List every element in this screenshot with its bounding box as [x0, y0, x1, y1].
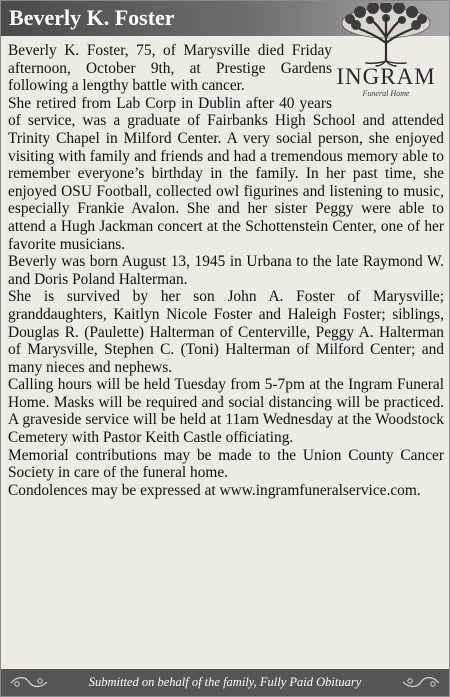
paragraph-condolences: Condolences may be expressed at www.ingramfuneralservice.com. — [8, 481, 421, 499]
obituary-title: Beverly K. Foster — [9, 5, 175, 30]
flourish-right-icon — [401, 675, 441, 690]
paragraph-life: She retired from Lab Corp in Dublin after 40 years of service, was a graduate of Fairbanks High School and attended Trinity Chapel in Milford Center. A very social person, she enjoyed visiting with family and friends and had a tremendous memory able to remember everyone’s birthday in the family. In her past time, she enjoyed OSU Football, collected owl figurines and listening to music, especially Frankie Avalon. She and her sister Peggy were able to attend a Hugh Jackman concert at the Schottenstein Center, one of her favorite musicians. — [8, 94, 444, 253]
footer-bar — [1, 669, 449, 696]
logo-spacer — [332, 42, 444, 110]
paragraph-birth: Beverly was born August 13, 1945 in Urbana to the late Raymond W. and Doris Poland Halterman. — [8, 253, 444, 288]
paragraph-survivors: She is survived by her son John A. Foster of Marysville; granddaughters, Kaitlyn Nicole Foster and Haleigh Foster; siblings, Douglas R. (Paulette) Halterman of Centerville, Peggy A. Halterman of Marysville, Stephen C. (Toni) Halterman of Milford Center; and many nieces and nephews. — [8, 288, 444, 376]
obituary-body — [8, 42, 444, 499]
footer-note: Submitted on behalf of the family, Fully Paid Obituary — [88, 675, 362, 689]
logo-tagline: Funeral Home — [362, 89, 410, 98]
paragraph-death: Beverly K. Foster, 75, of Marysville died Friday afternoon, October 9th, at Prestige Gardens following a lengthy battle with cancer. — [8, 42, 332, 95]
paragraph-services: Calling hours will be held Tuesday from 5-7pm at the Ingram Funeral Home. Masks will be required and social distancing will be practiced. A graveside service will be held at 11am Wednesday at the Woodstock Cemetery with Pastor Keith Castle officiating. — [8, 376, 444, 447]
paragraph-memorials: Memorial contributions may be made to the Union County Cancer Society in care of the funeral home. — [8, 446, 444, 482]
logo-name: INGRAM — [336, 64, 436, 89]
